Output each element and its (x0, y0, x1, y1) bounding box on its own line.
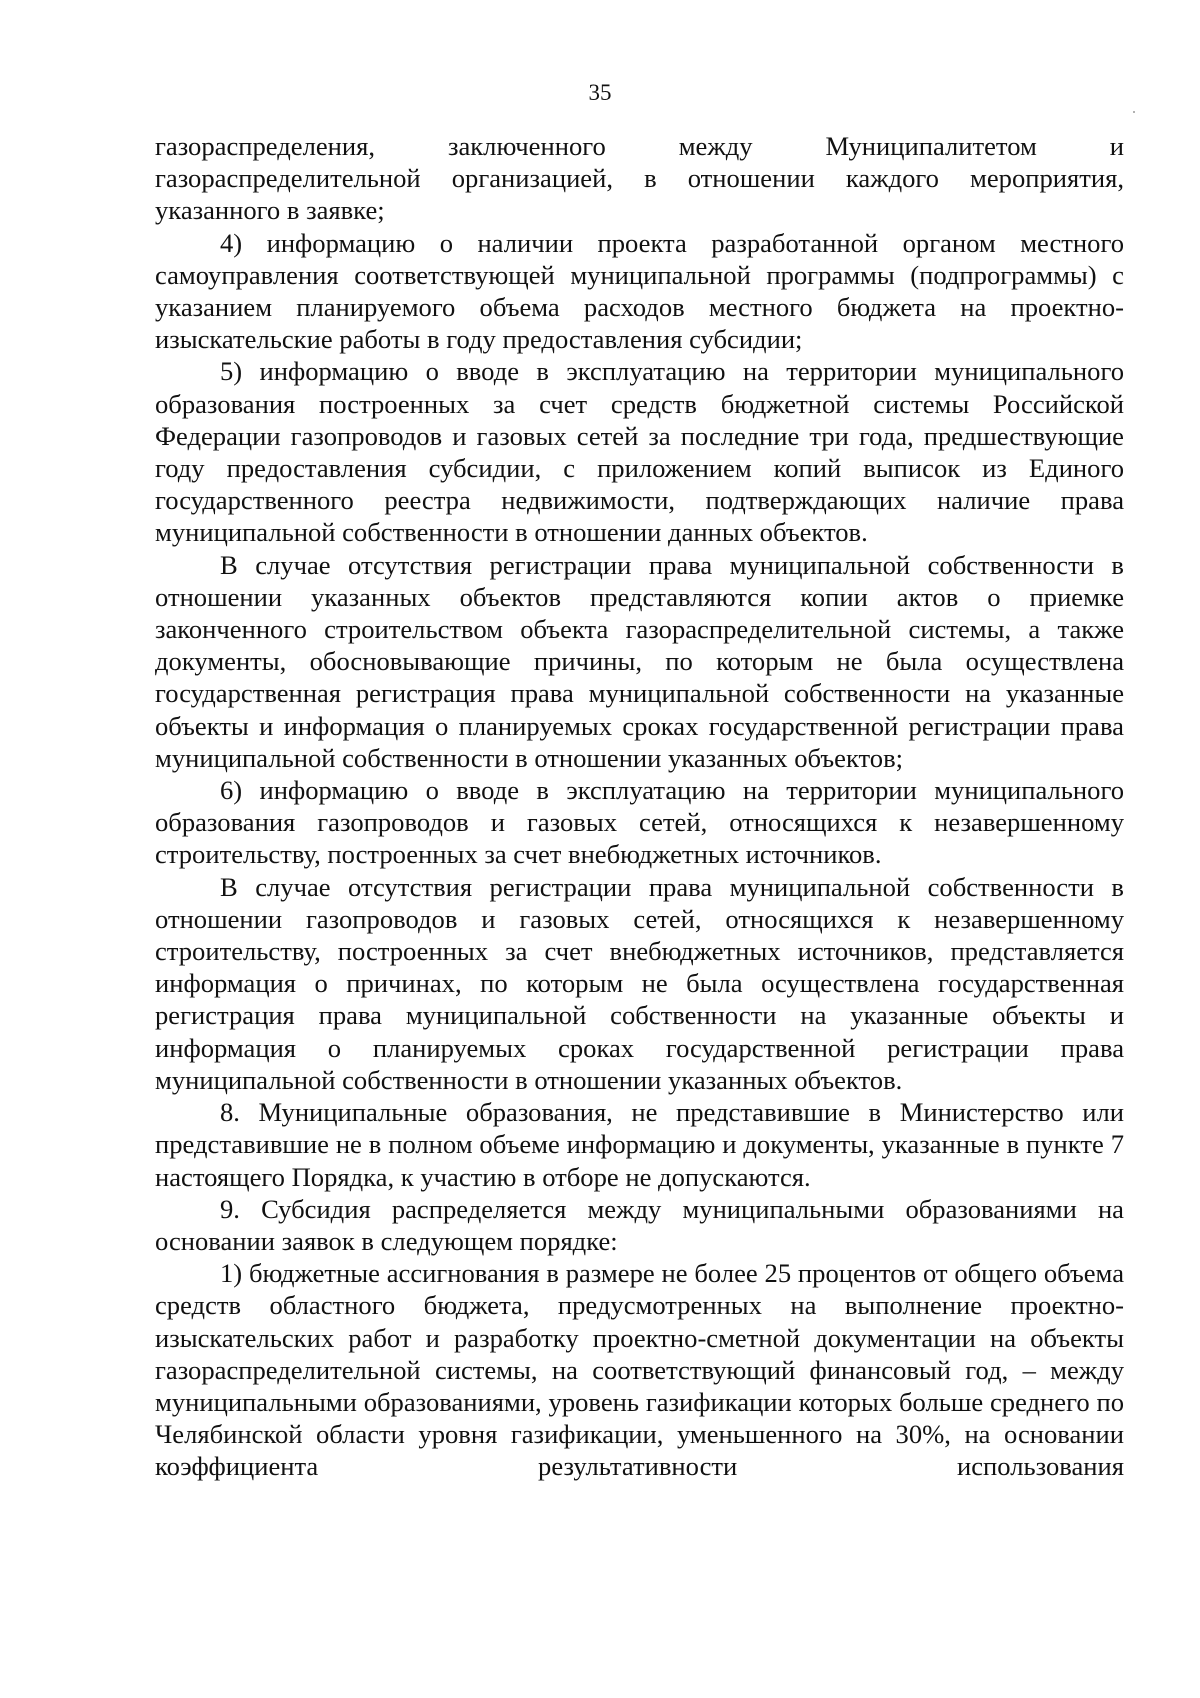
paragraph-no-registration-2: В случае отсутствия регистрации права муниципальной собственности в отношении газопроводов и газовых сетей, относящихся к незавершенному строительству, построенных за счет внебюджетных источников, представляется информация о причинах, по которым не была осуществлена государственная регистрация права муниципальной собственности на указанные объекты и информация о планируемых сроках государственной регистрации права муниципальной собственности в отношении указанных объектов. (155, 871, 1124, 1095)
paragraph-continuation: газораспределения, заключенного между Муниципалитетом и газораспределительной организацией, в отношении каждого мероприятия, указанного в заявке; (155, 131, 1124, 226)
paragraph-item-5: 5) информацию о вводе в эксплуатацию на территории муниципального образования построенных за счет средств бюджетной системы Российской Федерации газопроводов и газовых сетей за последние три года, предшествующие году предоставления субсидии, с приложением копий выписок из Единого государственного реестра недвижимости, подтверждающих наличие права муниципальной собственности в отношении данных объектов. (155, 356, 1124, 548)
paragraph-no-registration-1: В случае отсутствия регистрации права муниципальной собственности в отношении указанных объектов представляются копии актов о приемке законченного строительством объекта газораспределительной системы, а также документы, обосновывающие причины, по которым не была осуществлена государственная регистрация права муниципальной собственности на указанные объекты и информация о планируемых сроках государственной регистрации права муниципальной собственности в отношении указанных объектов; (155, 549, 1124, 773)
paragraph-clause-9-item-1: 1) бюджетные ассигнования в размере не более 25 процентов от общего объема средств областного бюджета, предусмотренных на выполнение проектно-изыскательских работ и разработку проектно-сметной документации на объекты газораспределительной системы, на соответствующий финансовый год, – между муниципальными образованиями, уровень газификации которых больше среднего по Челябинской области уровня газификации, уменьшенного на 30%, на основании коэффициента результативности использования (155, 1258, 1124, 1482)
document-body (155, 130, 1124, 1483)
paragraph-item-6: 6) информацию о вводе в эксплуатацию на территории муниципального образования газопроводов и газовых сетей, относящихся к незавершенному строительству, построенных за счет внебюджетных источников. (155, 775, 1124, 870)
paragraph-clause-9: 9. Субсидия распределяется между муниципальными образованиями на основании заявок в следующем порядке: (155, 1193, 1124, 1256)
scan-speck (1133, 111, 1135, 113)
page-number: 35 (588, 80, 612, 105)
paragraph-item-4: 4) информацию о наличии проекта разработанной органом местного самоуправления соответствующей муниципальной программы (подпрограммы) с указанием планируемого объема расходов местного бюджета на проектно-изыскательские работы в году предоставления субсидии; (155, 227, 1124, 355)
paragraph-clause-8: 8. Муниципальные образования, не представившие в Министерство или представившие не в полном объеме информацию и документы, указанные в пункте 7 настоящего Порядка, к участию в отборе не допускаются. (155, 1097, 1124, 1192)
